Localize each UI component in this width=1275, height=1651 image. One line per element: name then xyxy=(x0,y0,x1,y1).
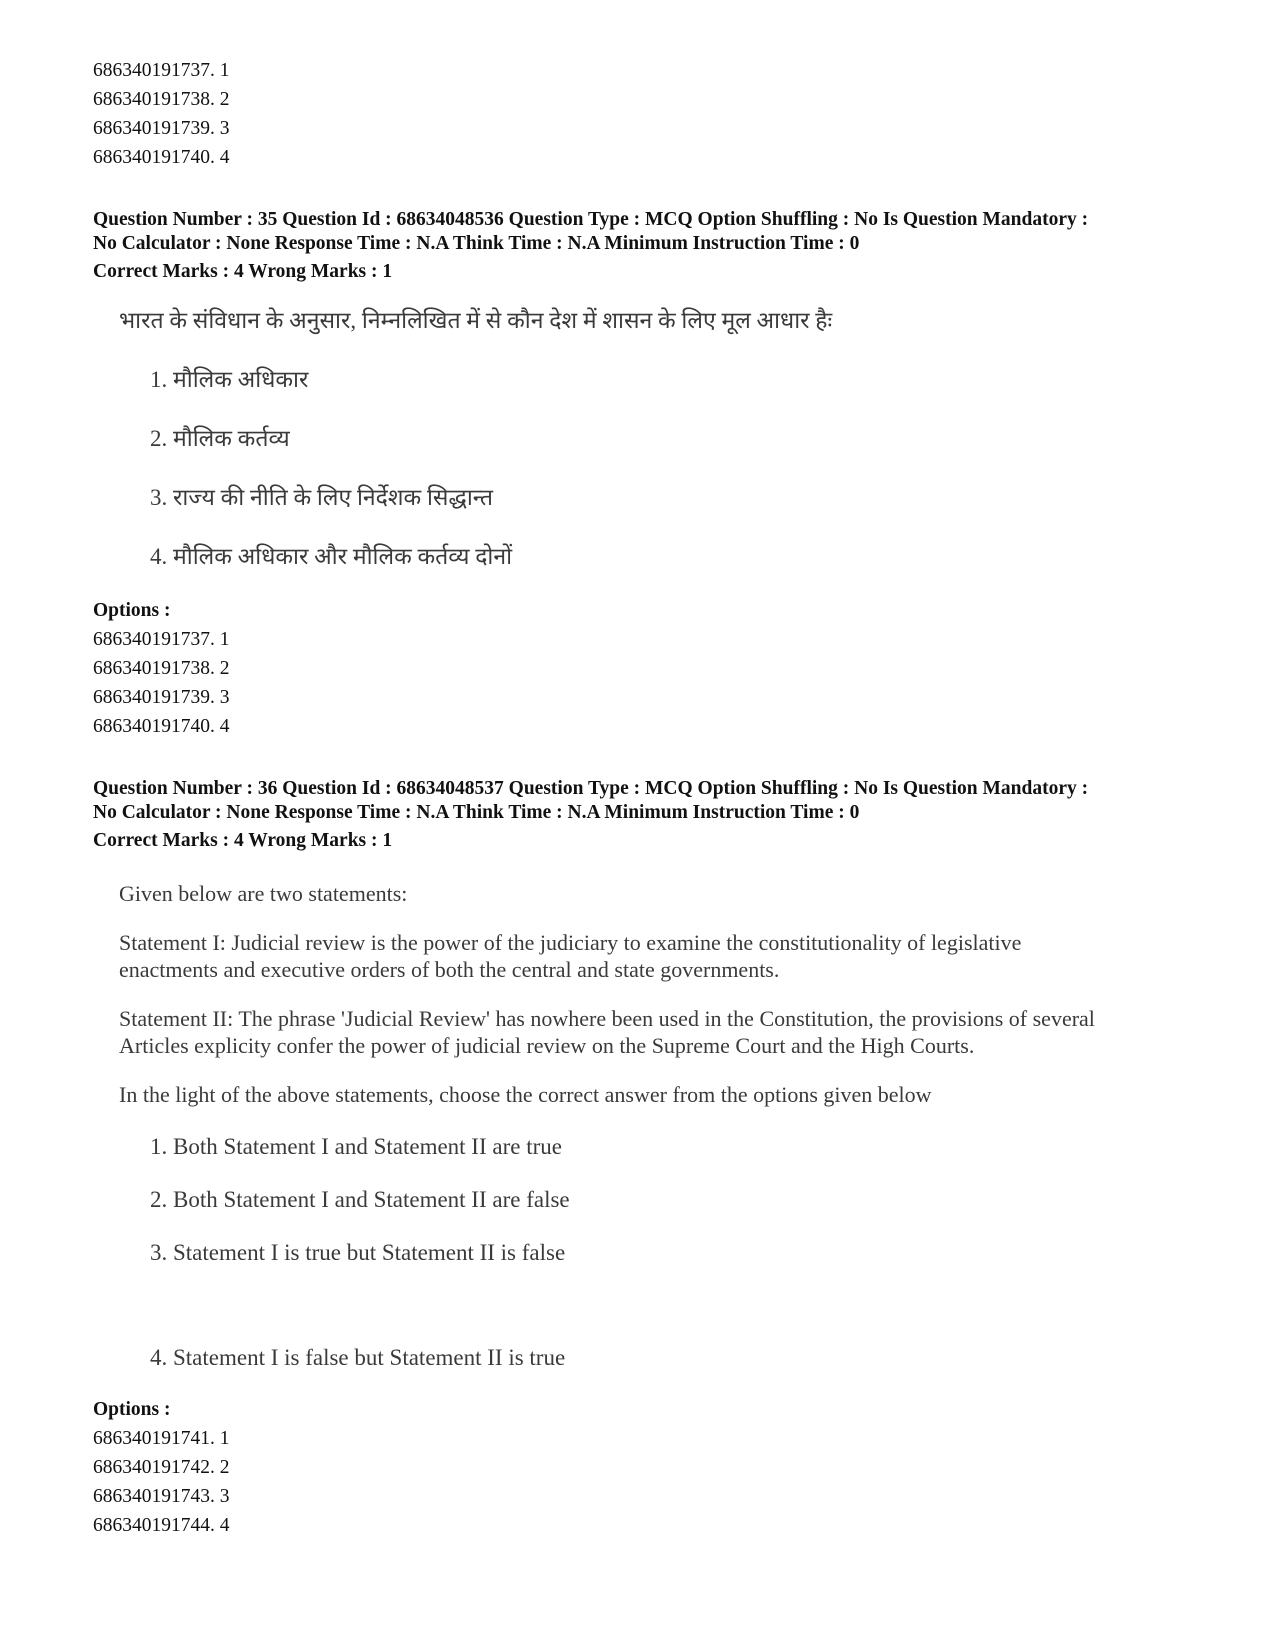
option-id-line: 686340191744. 4 xyxy=(93,1515,230,1536)
option-id-line: 686340191739. 3 xyxy=(93,687,230,708)
statement-2-line: Articles explicity confer the power of judicial review on the Supreme Court and the High Courts. xyxy=(119,1033,975,1058)
question-instruction: In the light of the above statements, choose the correct answer from the options given below xyxy=(119,1082,932,1107)
question-35-options xyxy=(93,625,1203,741)
answer-choice: 2. Both Statement I and Statement II are false xyxy=(150,1187,570,1212)
statement-1-line: Statement I: Judicial review is the power of the judiciary to examine the constitutionality of legislative xyxy=(119,930,1022,955)
option-id-line: 686340191740. 4 xyxy=(93,147,230,168)
option-id-line: 686340191741. 1 xyxy=(93,1428,230,1449)
option-id-line: 686340191737. 1 xyxy=(93,629,230,650)
option-id-line: 686340191737. 1 xyxy=(93,60,230,81)
option-id-line: 686340191740. 4 xyxy=(93,716,230,737)
option-id-line: 686340191739. 3 xyxy=(93,118,230,139)
question-intro: Given below are two statements: xyxy=(119,881,408,906)
question-meta-line: No Calculator : None Response Time : N.A Think Time : N.A Minimum Instruction Time : 0 xyxy=(93,233,860,254)
exam-page xyxy=(93,56,1203,1540)
question-marks: Correct Marks : 4 Wrong Marks : 1 xyxy=(93,261,393,282)
question-36 xyxy=(93,777,1203,1540)
answer-choice: 3. राज्य की नीति के लिए निर्देशक सिद्धान्त xyxy=(150,485,493,510)
previous-question-options xyxy=(93,56,1203,172)
question-35 xyxy=(93,208,1203,741)
statement-1 xyxy=(119,929,1203,983)
answer-choice: 1. मौलिक अधिकार xyxy=(150,367,309,392)
question-meta-line: Question Number : 35 Question Id : 68634048536 Question Type : MCQ Option Shuffling : No Is Question Mandatory : xyxy=(93,209,1089,230)
question-meta-line: No Calculator : None Response Time : N.A Think Time : N.A Minimum Instruction Time : 0 xyxy=(93,802,860,823)
statement-2-line: Statement II: The phrase 'Judicial Review' has nowhere been used in the Constitution, the provisions of several xyxy=(119,1006,1095,1031)
question-36-body xyxy=(119,880,1203,1373)
answer-choice: 4. Statement I is false but Statement II is true xyxy=(150,1345,566,1370)
option-id-line: 686340191738. 2 xyxy=(93,89,230,110)
option-id-line: 686340191743. 3 xyxy=(93,1486,230,1507)
answer-choice: 4. मौलिक अधिकार और मौलिक कर्तव्य दोनों xyxy=(150,544,513,569)
question-35-body xyxy=(119,306,1203,572)
question-36-options xyxy=(93,1424,1203,1540)
statement-2 xyxy=(119,1005,1203,1059)
answer-choice: 3. Statement I is true but Statement II is false xyxy=(150,1240,566,1265)
options-label: Options : xyxy=(93,1399,171,1420)
answer-choice: 2. मौलिक कर्तव्य xyxy=(150,426,290,451)
option-id-line: 686340191738. 2 xyxy=(93,658,230,679)
option-id-line: 686340191742. 2 xyxy=(93,1457,230,1478)
options-label: Options : xyxy=(93,600,171,621)
question-35-meta xyxy=(93,208,1203,284)
answer-choice: 1. Both Statement I and Statement II are true xyxy=(150,1134,562,1159)
question-36-meta xyxy=(93,777,1203,853)
question-stem: भारत के संविधान के अनुसार, निम्नलिखित में से कौन देश में शासन के लिए मूल आधार हैः xyxy=(119,308,833,333)
question-marks: Correct Marks : 4 Wrong Marks : 1 xyxy=(93,830,393,851)
question-meta-line: Question Number : 36 Question Id : 68634048537 Question Type : MCQ Option Shuffling : No Is Question Mandatory : xyxy=(93,778,1089,799)
statement-1-line: enactments and executive orders of both the central and state governments. xyxy=(119,957,780,982)
